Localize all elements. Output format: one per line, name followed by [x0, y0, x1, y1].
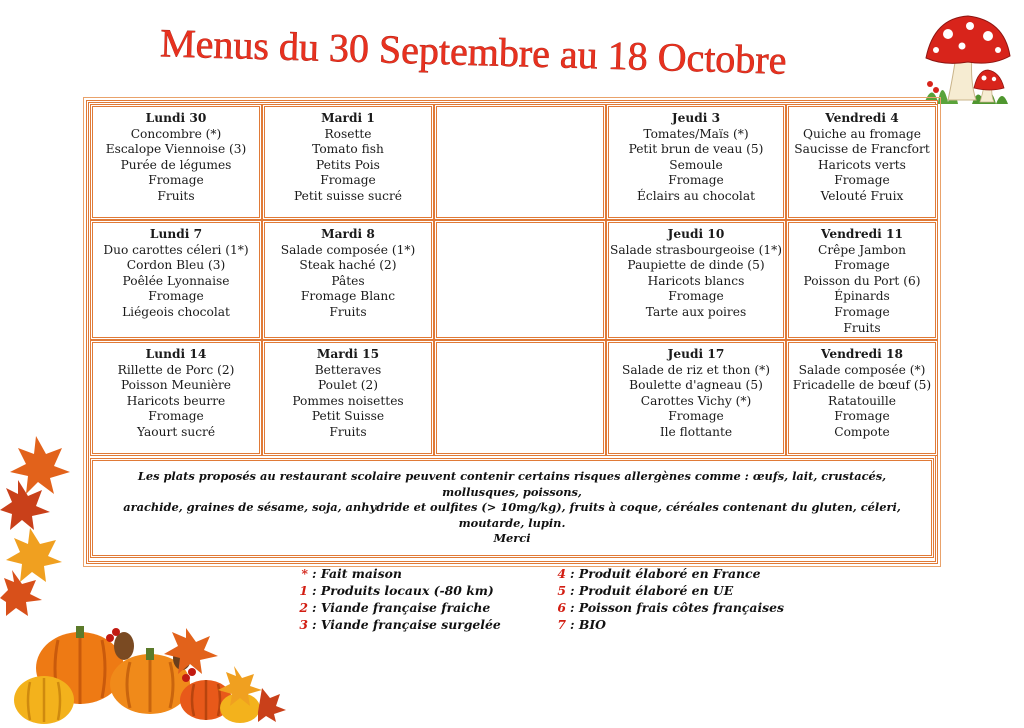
dish-item: Petit brun de veau (5) [628, 142, 764, 157]
dish-item: Saucisse de Francfort [794, 142, 930, 157]
menu-cell [434, 104, 606, 220]
dish-item: Petit suisse sucré [294, 188, 402, 203]
dish-item: Haricots verts [818, 157, 906, 172]
legend-item [296, 582, 501, 599]
dish-item: Tarte aux poires [645, 304, 747, 319]
dish-item: Poisson Meunière [120, 378, 232, 393]
day-label: Mardi 1 [321, 111, 375, 125]
legend-left [296, 565, 501, 633]
day-label: Lundi 14 [145, 347, 207, 361]
day-label: Jeudi 17 [667, 347, 725, 361]
autumn-leaves-pumpkins-icon [0, 432, 290, 724]
legend-item [296, 616, 501, 633]
dish-item: Yaourt sucré [136, 424, 216, 439]
dish-item: Fruits [329, 304, 367, 319]
legend-key: 4 [557, 566, 566, 581]
dish-item: Crêpe Jambon Fromage [818, 242, 906, 273]
dish-item: Ile flottante [659, 424, 733, 439]
menu-cell [90, 104, 262, 220]
dish-item: Betteraves [314, 362, 382, 377]
dish-item: Fruits [157, 188, 195, 203]
day-label: Jeudi 3 [671, 111, 721, 125]
dish-item: Rillette de Porc (2) [117, 362, 235, 377]
legend-key: 7 [557, 617, 566, 632]
dish-item: Salade strasbourgeoise (1*) [610, 242, 782, 257]
dish-item: Tomates/Maïs (*) [643, 126, 749, 141]
dish-item: Ratatouille [828, 393, 896, 408]
legend-text: : Produit élaboré en France [570, 566, 761, 581]
dish-item: Fruits [843, 320, 881, 335]
legend-item [296, 565, 501, 582]
menu-cell [786, 104, 938, 220]
dish-item: Quiche au fromage [802, 126, 921, 141]
legend-key: 2 [299, 600, 308, 615]
legend-text: : Poisson frais côtes françaises [570, 600, 784, 615]
legend-key: 1 [299, 583, 308, 598]
dish-item: Fromage [668, 289, 724, 304]
legend-key: 3 [299, 617, 308, 632]
dish-item: Liégeois chocolat [122, 304, 230, 319]
legend-text: : BIO [570, 617, 606, 632]
day-label: Lundi 7 [149, 227, 203, 241]
legend-text: : Produit élaboré en UE [570, 583, 734, 598]
dish-item: Velouté Fruix [820, 188, 904, 203]
day-label: Jeudi 10 [667, 227, 725, 241]
day-label: Vendredi 18 [820, 347, 903, 361]
legend-right [554, 565, 784, 633]
menu-cell [90, 220, 262, 340]
notice-line-1: Les plats proposés au restaurant scolaire peuvent contenir certains risques allergènes comme : œufs, lait, crustacés, mollusques, poissons, [137, 469, 887, 499]
legend-key: * [301, 566, 308, 581]
dish-item: Fromage [834, 409, 890, 424]
legend-key: 6 [557, 600, 566, 615]
day-label: Vendredi 11 [820, 227, 903, 241]
notice-line-2: arachide, graines de sésame, soja, anhydride et oulfites (> 10mg/kg), fruits à coque, céréales contenant du gluten, céleri, moutarde, lupin. [123, 500, 901, 530]
day-label: Mardi 8 [321, 227, 375, 241]
day-label: Lundi 30 [145, 111, 207, 125]
notice-line-3: Merci [493, 531, 531, 546]
menu-cell [606, 340, 786, 456]
dish-item: Tomato fish [312, 142, 384, 157]
dish-item: Fromage Blanc [300, 289, 396, 304]
dish-item: Fruits [329, 424, 367, 439]
menu-cell [262, 104, 434, 220]
dish-item: Fromage [834, 304, 890, 319]
menu-cell [606, 220, 786, 340]
legend-item [554, 582, 784, 599]
title-svg [150, 20, 870, 90]
legend-text: : Fait maison [312, 566, 402, 581]
dish-item: Boulette d'agneau (5) [629, 378, 763, 393]
dish-item: Carottes Vichy (*) [640, 393, 752, 408]
dish-item: Steak haché (2) [299, 258, 397, 273]
dish-item: Duo carottes céleri (1*) [103, 242, 249, 257]
dish-item: Fricadelle de bœuf (5) [792, 378, 932, 393]
dish-item: Pommes noisettes [292, 393, 404, 408]
dish-item: Fromage [668, 409, 724, 424]
legend-key: 5 [557, 583, 566, 598]
menu-cell [434, 220, 606, 340]
day-label: Mardi 15 [316, 347, 380, 361]
dish-item: Pâtes [331, 273, 365, 288]
dish-item: Salade de riz et thon (*) [622, 362, 770, 377]
dish-item: Escalope Viennoise (3) [105, 142, 247, 157]
legend-item [554, 616, 784, 633]
dish-item: Fromage [668, 173, 724, 188]
dish-item: Purée de légumes [120, 157, 232, 172]
dish-item: Éclairs au chocolat [637, 188, 755, 203]
dish-item: Petits Pois [316, 157, 380, 172]
dish-item: Poulet (2) [317, 378, 379, 393]
menu-cell [606, 104, 786, 220]
dish-item: Fromage [148, 289, 204, 304]
dish-item: Compote [834, 424, 890, 439]
dish-item: Poisson du Port (6) [803, 273, 921, 288]
dish-item: Fromage [148, 173, 204, 188]
mushroom-icon [918, 12, 1014, 108]
dish-item: Haricots beurre [126, 393, 226, 408]
legend-text: : Produits locaux (-80 km) [312, 583, 494, 598]
legend-text: : Viande française fraiche [312, 600, 491, 615]
dish-item: Semoule [669, 157, 723, 172]
title-text: Menus du 30 Septembre au 18 Octobre [159, 20, 788, 83]
menu-cell [786, 340, 938, 456]
page-title [150, 20, 870, 90]
day-label: Vendredi 4 [825, 111, 899, 125]
dish-item: Cordon Bleu (3) [126, 258, 226, 273]
legend-item [554, 565, 784, 582]
dish-item: Fromage [148, 409, 204, 424]
dish-item: Fromage [834, 173, 890, 188]
dish-item: Poêlée Lyonnaise [122, 273, 230, 288]
dish-item: Petit Suisse [311, 409, 385, 424]
dish-item: Épinards [834, 289, 890, 304]
menu-cell [786, 220, 938, 340]
dish-item: Concombre (*) [130, 126, 222, 141]
dish-item: Haricots blancs [647, 273, 745, 288]
dish-item: Rosette [324, 126, 372, 141]
dish-item: Paupiette de dinde (5) [627, 258, 765, 273]
dish-item: Fromage [320, 173, 376, 188]
menu-cell [262, 220, 434, 340]
dish-item: Salade composée (1*) [280, 242, 416, 257]
legend-text: : Viande française surgelée [312, 617, 501, 632]
legend-item [554, 599, 784, 616]
dish-item: Salade composée (*) [798, 362, 926, 377]
legend-item [296, 599, 501, 616]
menu-cell [434, 340, 606, 456]
